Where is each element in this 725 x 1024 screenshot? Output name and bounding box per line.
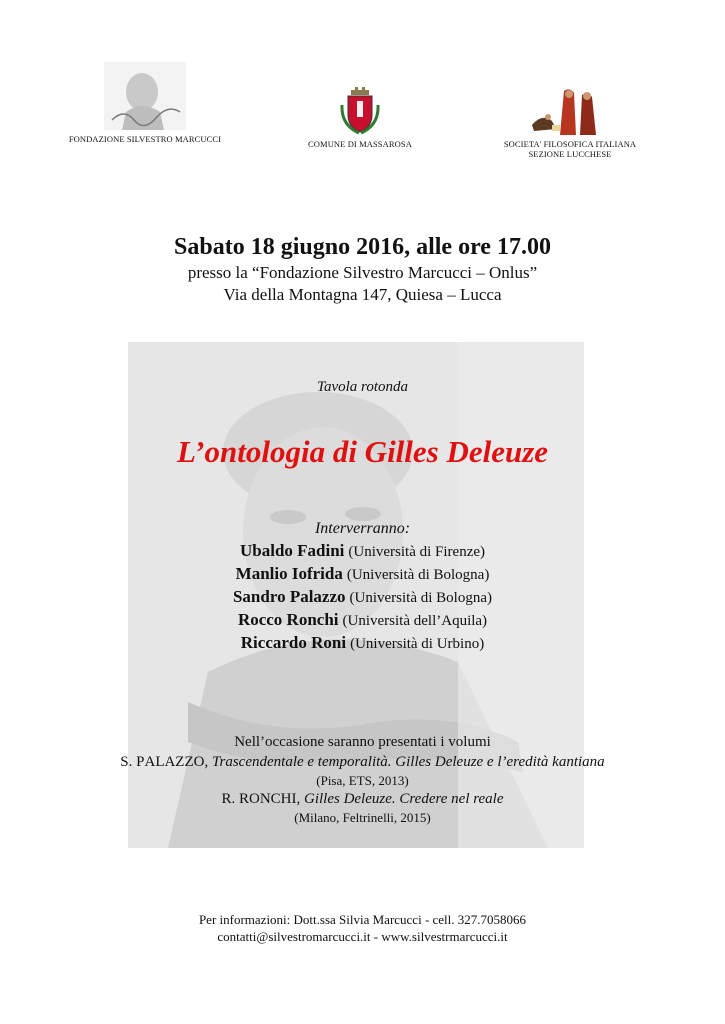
- book-title: Gilles Deleuze. Credere nel reale: [303, 791, 504, 807]
- footer: [0, 911, 725, 945]
- logo-right-label-1: SOCIETA' FILOSOFICA ITALIANA: [503, 139, 637, 149]
- speaker-name: Rocco Ronchi: [237, 610, 339, 629]
- speaker-name: Ubaldo Fadini: [239, 541, 345, 560]
- book-publisher: (Pisa, ETS, 2013): [316, 773, 409, 788]
- footer-info: Per informazioni: Dott.ssa Silvia Marcucci - cell. 327.7058066: [198, 912, 527, 927]
- book-author-rest: ONCHI: [248, 791, 297, 807]
- speakers-list: [0, 518, 725, 655]
- book-author-initial: R. R: [221, 791, 249, 807]
- book-publisher: (Milano, Feltrinelli, 2015): [294, 810, 431, 825]
- event-address: Via della Montagna 147, Quiesa – Lucca: [223, 285, 502, 304]
- book-entry: R. RONCHI, Gilles Deleuze. Credere nel reale: [221, 791, 504, 807]
- logo-comune: [295, 85, 425, 149]
- municipal-crest-icon: [339, 85, 381, 135]
- speaker-name: Riccardo Roni: [240, 633, 347, 652]
- speaker-row: [0, 540, 725, 563]
- speaker-row: [0, 632, 725, 655]
- speaker-affiliation: (Università dell’Aquila): [342, 613, 488, 629]
- signature-portrait-icon: [104, 62, 186, 130]
- footer-contacts: contatti@silvestromarcucci.it - www.silvestrmarcucci.it: [217, 929, 508, 944]
- event-date-time: Sabato 18 giugno 2016, alle ore 17.00: [174, 234, 551, 260]
- logo-societa: [490, 85, 650, 159]
- logo-left-label: FONDAZIONE SILVESTRO MARCUCCI: [68, 134, 222, 144]
- books-section: [0, 732, 725, 826]
- books-intro: Nell’occasione saranno presentati i volumi: [234, 734, 491, 750]
- speaker-affiliation: (Università di Urbino): [350, 636, 485, 652]
- book-author-initial: S. P: [120, 754, 145, 770]
- logo-center-label: COMUNE DI MASSAROSA: [308, 139, 412, 149]
- event-header: [0, 232, 725, 306]
- logo-fondazione: [60, 62, 230, 144]
- book-entry: S. PALAZZO, Trascendentale e temporalità. Gilles Deleuze e l’eredità kantiana: [120, 754, 605, 770]
- logo-right-label-2: SEZIONE LUCCHESE: [528, 149, 612, 159]
- speaker-affiliation: (Università di Bologna): [346, 567, 490, 583]
- speaker-row: [0, 586, 725, 609]
- philosophers-painting-icon: [530, 85, 610, 135]
- poster-title: L’ontologia di Gilles Deleuze: [176, 434, 549, 469]
- speaker-affiliation: (Università di Bologna): [349, 590, 493, 606]
- speaker-row: [0, 609, 725, 632]
- kicker: Tavola rotonda: [317, 379, 408, 395]
- book-author-rest: ALAZZO: [144, 754, 205, 770]
- speaker-name: Manlio Iofrida: [235, 564, 343, 583]
- speaker-name: Sandro Palazzo: [232, 587, 346, 606]
- book-title: Trascendentale e temporalità. Gilles Deleuze e l’eredità kantiana: [211, 754, 605, 770]
- speaker-affiliation: (Università di Firenze): [348, 544, 486, 560]
- event-venue: presso la “Fondazione Silvestro Marcucci – Onlus”: [187, 263, 538, 282]
- speaker-row: [0, 563, 725, 586]
- speakers-intro: Interverranno:: [314, 520, 411, 537]
